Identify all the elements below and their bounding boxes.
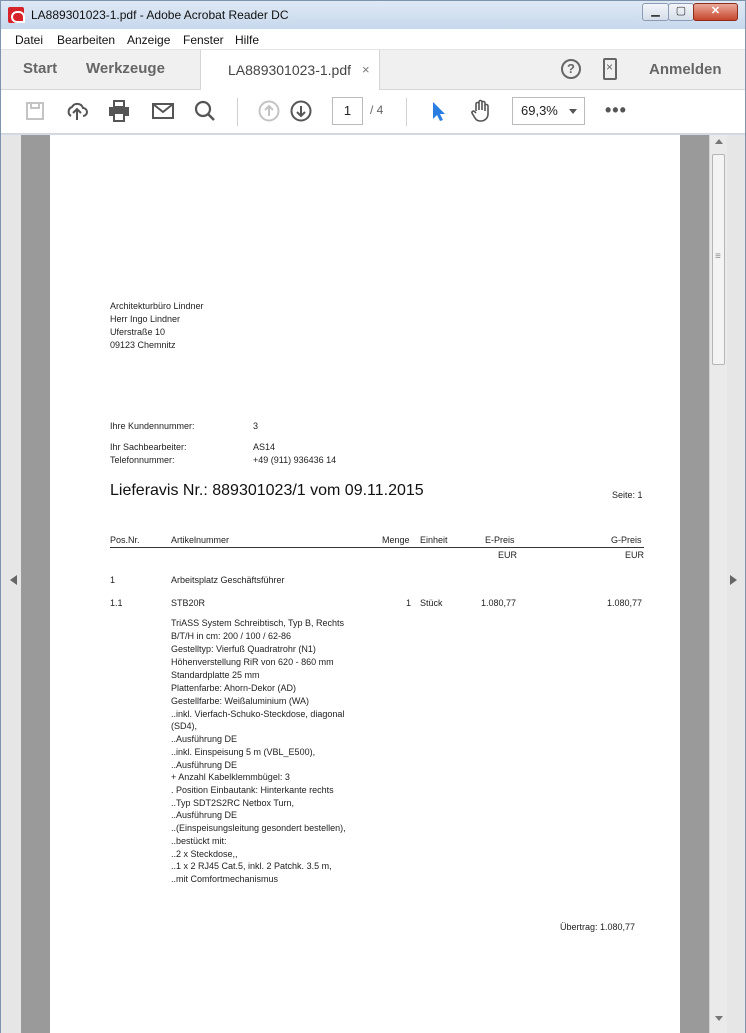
tab-start[interactable]: Start [23, 60, 58, 77]
expand-right-pane-icon[interactable] [730, 575, 737, 585]
clerk-value: AS14 [253, 442, 276, 452]
description-line: ..Typ SDT2S2RC Netbox Turn, [171, 798, 295, 808]
menu-window[interactable]: Fenster [183, 33, 224, 47]
cloud-upload-icon[interactable] [64, 98, 90, 124]
col-header-article: Artikelnummer [171, 535, 230, 545]
toolbar [1, 90, 745, 134]
phone-label: Telefonnummer: [110, 455, 175, 465]
acrobat-pdf-icon [8, 7, 24, 23]
address-line: Architekturbüro Lindner [110, 301, 204, 311]
description-line: ..(Einspeisungsleitung gesondert bestellen), [171, 823, 346, 833]
pdf-page [50, 135, 680, 1033]
item-pos: 1.1 [110, 598, 123, 608]
maximize-button[interactable]: ▢ [668, 3, 694, 21]
description-line: Gestelltyp: Vierfuß Quadratrohr (N1) [171, 644, 316, 654]
vertical-scrollbar[interactable] [709, 135, 727, 1033]
address-line: Herr Ingo Lindner [110, 314, 181, 324]
description-line: Standardplatte 25 mm [171, 670, 260, 680]
close-window-button[interactable]: ✕ [693, 3, 738, 21]
eprice-currency: EUR [498, 550, 518, 560]
description-line: ..bestückt mit: [171, 836, 227, 846]
toolbar-separator [406, 98, 407, 126]
item-article: STB20R [171, 598, 206, 608]
customer-number-label: Ihre Kundennummer: [110, 421, 195, 431]
help-icon[interactable]: ? [561, 59, 581, 79]
address-line: Uferstraße 10 [110, 327, 166, 337]
description-line: TriASS System Schreibtisch, Typ B, Rechts [171, 618, 345, 628]
menu-edit[interactable]: Bearbeiten [57, 33, 116, 47]
tab-tools[interactable]: Werkzeuge [86, 60, 165, 77]
description-line: B/T/H in cm: 200 / 100 / 62-86 [171, 631, 292, 641]
next-page-icon[interactable] [288, 98, 314, 124]
page-total: / 4 [370, 103, 384, 117]
page-info: Seite: 1 [612, 490, 643, 500]
menu-help[interactable]: Hilfe [235, 33, 260, 47]
page-margin-left [21, 135, 50, 1033]
window-title: LA889301023-1.pdf - Adobe Acrobat Reader DC [31, 8, 289, 22]
page-margin-right [680, 135, 709, 1033]
item-unit: Stück [420, 598, 443, 608]
clerk-label: Ihr Sachbearbeiter: [110, 442, 187, 452]
select-cursor-icon[interactable] [425, 98, 451, 124]
toolbar-separator [237, 98, 238, 126]
description-line: ..Ausführung DE [171, 760, 238, 770]
zoom-value: 69,3% [521, 103, 558, 118]
description-line: ..2 x Steckdose,, [171, 849, 238, 859]
description-line: Gestellfarbe: Weißaluminium (WA) [171, 696, 310, 706]
tab-document[interactable] [200, 50, 380, 90]
table-header-rule [110, 547, 644, 548]
description-line: ..Ausführung DE [171, 734, 238, 744]
email-icon[interactable] [150, 98, 176, 124]
chevron-down-icon [569, 109, 577, 114]
collapse-left-pane-icon[interactable] [10, 575, 17, 585]
scroll-down-arrow-icon[interactable] [715, 1016, 723, 1021]
group-title: Arbeitsplatz Geschäftsführer [171, 575, 285, 585]
description-line: Höhenverstellung RiR von 620 - 860 mm [171, 657, 334, 667]
menu-bar [1, 29, 745, 50]
group-pos: 1 [110, 575, 116, 585]
document-tab-label: LA889301023-1.pdf [228, 62, 351, 78]
item-gprice: 1.080,77 [607, 598, 643, 608]
zoom-select[interactable] [512, 97, 585, 125]
print-icon[interactable] [106, 98, 132, 124]
col-header-pos: Pos.Nr. [110, 535, 140, 545]
item-eprice: 1.080,77 [481, 598, 517, 608]
title-bar [1, 1, 745, 29]
minimize-button[interactable]: ▁ [642, 3, 669, 21]
save-icon[interactable] [22, 98, 48, 124]
scroll-thumb[interactable] [712, 154, 725, 365]
search-icon[interactable] [192, 98, 218, 124]
address-line: 09123 Chemnitz [110, 340, 176, 350]
description-line: . Position Einbautank: Hinterkante rechts [171, 785, 334, 795]
mobile-link-icon[interactable] [603, 58, 617, 80]
document-heading: Lieferavis Nr.: 889301023/1 vom 09.11.2015 [110, 482, 424, 499]
close-tab-icon[interactable]: × [362, 62, 370, 77]
description-line: ..inkl. Einspeisung 5 m (VBL_E500), [171, 747, 316, 757]
sign-in-link[interactable]: Anmelden [649, 61, 722, 78]
gprice-currency: EUR [625, 550, 645, 560]
previous-page-icon[interactable] [256, 98, 282, 124]
hand-tool-icon[interactable] [468, 98, 494, 124]
col-header-qty: Menge [382, 535, 410, 545]
col-header-unit: Einheit [420, 535, 448, 545]
description-line: + Anzahl Kabelklemmbügel: 3 [171, 772, 290, 782]
item-qty: 1 [406, 598, 412, 608]
description-line: ..inkl. Vierfach-Schuko-Steckdose, diagonal [171, 709, 345, 719]
col-header-eprice: E-Preis [485, 535, 515, 545]
tab-bar [1, 50, 745, 90]
description-line: ..mit Comfortmechanismus [171, 874, 279, 884]
document-viewport [1, 135, 745, 1033]
description-line: Plattenfarbe: Ahorn-Dekor (AD) [171, 683, 297, 693]
customer-number-value: 3 [253, 421, 259, 431]
scroll-up-arrow-icon[interactable] [715, 139, 723, 144]
col-header-gprice: G-Preis [611, 535, 642, 545]
carryover-total: Übertrag: 1.080,77 [560, 922, 636, 932]
more-options-icon[interactable]: ••• [605, 100, 627, 120]
menu-file[interactable]: Datei [15, 33, 44, 47]
page-number-input[interactable]: 1 [332, 97, 363, 125]
phone-value: +49 (911) 936436 14 [253, 455, 337, 465]
description-line: (SD4), [171, 721, 198, 731]
menu-view[interactable]: Anzeige [127, 33, 171, 47]
description-line: ..1 x 2 RJ45 Cat.5, inkl. 2 Patchk. 3.5 m, [171, 861, 332, 871]
description-line: ..Ausführung DE [171, 810, 238, 820]
